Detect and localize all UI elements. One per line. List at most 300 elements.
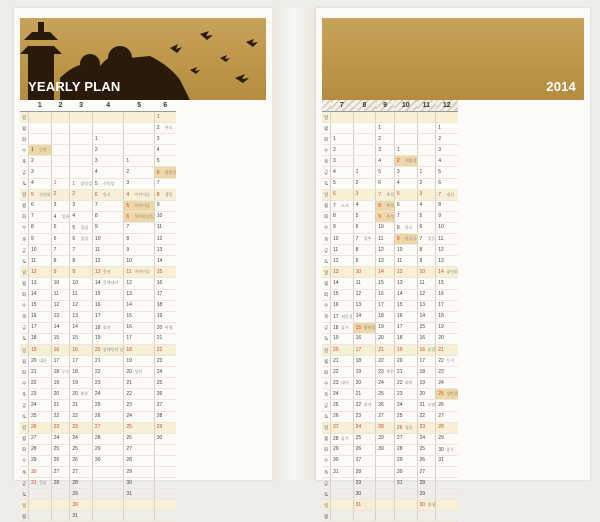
day-cell[interactable] xyxy=(92,267,123,278)
day-cell[interactable] xyxy=(29,167,52,178)
day-cell[interactable] xyxy=(353,222,376,233)
day-cell[interactable] xyxy=(417,256,436,267)
day-cell[interactable] xyxy=(70,222,93,233)
day-cell[interactable] xyxy=(29,344,52,355)
day-cell[interactable] xyxy=(70,145,93,156)
day-cell[interactable] xyxy=(436,322,458,333)
day-cell[interactable] xyxy=(376,222,395,233)
day-cell[interactable] xyxy=(394,411,417,422)
day-cell[interactable] xyxy=(376,178,395,189)
day-cell[interactable] xyxy=(353,333,376,344)
day-cell[interactable] xyxy=(70,167,93,178)
day-cell[interactable] xyxy=(436,367,458,378)
day-cell[interactable] xyxy=(436,134,458,145)
day-cell[interactable] xyxy=(376,422,395,433)
day-cell[interactable] xyxy=(70,422,93,433)
day-cell[interactable] xyxy=(376,433,395,444)
day-cell[interactable] xyxy=(353,433,376,444)
day-cell[interactable] xyxy=(436,145,458,156)
day-cell[interactable] xyxy=(154,422,176,433)
day-cell[interactable] xyxy=(29,200,52,211)
day-cell[interactable] xyxy=(70,245,93,256)
day-cell[interactable] xyxy=(376,156,395,167)
day-cell[interactable] xyxy=(376,344,395,355)
day-cell[interactable] xyxy=(436,433,458,444)
day-cell[interactable] xyxy=(124,489,154,500)
day-cell[interactable] xyxy=(331,311,354,322)
day-cell[interactable] xyxy=(51,511,70,522)
day-cell[interactable] xyxy=(331,333,354,344)
day-cell[interactable] xyxy=(70,189,93,200)
day-cell[interactable] xyxy=(376,245,395,256)
day-cell[interactable] xyxy=(376,400,395,411)
day-cell[interactable] xyxy=(331,500,354,511)
day-cell[interactable] xyxy=(331,267,354,278)
day-cell[interactable] xyxy=(353,156,376,167)
day-cell[interactable] xyxy=(417,234,436,245)
day-cell[interactable] xyxy=(154,234,176,245)
day-cell[interactable] xyxy=(29,278,52,289)
day-cell[interactable] xyxy=(70,478,93,489)
day-cell[interactable] xyxy=(92,511,123,522)
day-cell[interactable] xyxy=(417,278,436,289)
day-cell[interactable] xyxy=(124,123,154,134)
day-cell[interactable] xyxy=(92,234,123,245)
day-cell[interactable] xyxy=(124,356,154,367)
day-cell[interactable] xyxy=(417,367,436,378)
day-cell[interactable] xyxy=(92,455,123,466)
day-cell[interactable] xyxy=(29,145,52,156)
day-cell[interactable] xyxy=(92,145,123,156)
day-cell[interactable] xyxy=(154,400,176,411)
day-cell[interactable] xyxy=(92,422,123,433)
day-cell[interactable] xyxy=(92,467,123,478)
day-cell[interactable] xyxy=(436,411,458,422)
day-cell[interactable] xyxy=(394,422,417,433)
day-cell[interactable] xyxy=(29,367,52,378)
day-cell[interactable] xyxy=(51,112,70,123)
day-cell[interactable] xyxy=(394,378,417,389)
day-cell[interactable] xyxy=(394,389,417,400)
day-cell[interactable] xyxy=(51,400,70,411)
day-cell[interactable] xyxy=(331,300,354,311)
day-cell[interactable] xyxy=(154,222,176,233)
day-cell[interactable] xyxy=(29,356,52,367)
day-cell[interactable] xyxy=(394,267,417,278)
day-cell[interactable] xyxy=(154,389,176,400)
day-cell[interactable] xyxy=(154,356,176,367)
day-cell[interactable] xyxy=(394,433,417,444)
day-cell[interactable] xyxy=(92,311,123,322)
day-cell[interactable] xyxy=(92,189,123,200)
day-cell[interactable] xyxy=(29,267,52,278)
day-cell[interactable] xyxy=(417,411,436,422)
day-cell[interactable] xyxy=(29,134,52,145)
day-cell[interactable] xyxy=(331,167,354,178)
day-cell[interactable] xyxy=(417,311,436,322)
day-cell[interactable] xyxy=(417,189,436,200)
day-cell[interactable] xyxy=(29,112,52,123)
day-cell[interactable] xyxy=(154,511,176,522)
day-cell[interactable] xyxy=(331,389,354,400)
day-cell[interactable] xyxy=(331,322,354,333)
day-cell[interactable] xyxy=(394,322,417,333)
day-cell[interactable] xyxy=(124,189,154,200)
day-cell[interactable] xyxy=(376,356,395,367)
day-cell[interactable] xyxy=(436,422,458,433)
day-cell[interactable] xyxy=(436,289,458,300)
day-cell[interactable] xyxy=(436,500,458,511)
day-cell[interactable] xyxy=(417,134,436,145)
day-cell[interactable] xyxy=(394,123,417,134)
day-cell[interactable] xyxy=(51,134,70,145)
day-cell[interactable] xyxy=(154,444,176,455)
day-cell[interactable] xyxy=(394,134,417,145)
day-cell[interactable] xyxy=(124,211,154,222)
day-cell[interactable] xyxy=(353,467,376,478)
day-cell[interactable] xyxy=(92,367,123,378)
day-cell[interactable] xyxy=(353,123,376,134)
day-cell[interactable] xyxy=(394,467,417,478)
day-cell[interactable] xyxy=(394,400,417,411)
day-cell[interactable] xyxy=(436,333,458,344)
day-cell[interactable] xyxy=(124,234,154,245)
day-cell[interactable] xyxy=(92,333,123,344)
day-cell[interactable] xyxy=(353,400,376,411)
day-cell[interactable] xyxy=(417,300,436,311)
day-cell[interactable] xyxy=(154,156,176,167)
day-cell[interactable] xyxy=(29,156,52,167)
day-cell[interactable] xyxy=(417,433,436,444)
day-cell[interactable] xyxy=(51,489,70,500)
day-cell[interactable] xyxy=(331,189,354,200)
day-cell[interactable] xyxy=(436,467,458,478)
day-cell[interactable] xyxy=(92,167,123,178)
day-cell[interactable] xyxy=(92,123,123,134)
day-cell[interactable] xyxy=(124,411,154,422)
day-cell[interactable] xyxy=(394,344,417,355)
day-cell[interactable] xyxy=(70,367,93,378)
day-cell[interactable] xyxy=(51,378,70,389)
day-cell[interactable] xyxy=(51,123,70,134)
day-cell[interactable] xyxy=(29,189,52,200)
day-cell[interactable] xyxy=(417,200,436,211)
day-cell[interactable] xyxy=(70,123,93,134)
day-cell[interactable] xyxy=(70,134,93,145)
day-cell[interactable] xyxy=(353,411,376,422)
day-cell[interactable] xyxy=(331,134,354,145)
day-cell[interactable] xyxy=(124,400,154,411)
day-cell[interactable] xyxy=(70,112,93,123)
day-cell[interactable] xyxy=(70,178,93,189)
day-cell[interactable] xyxy=(436,156,458,167)
day-cell[interactable] xyxy=(154,278,176,289)
day-cell[interactable] xyxy=(154,478,176,489)
day-cell[interactable] xyxy=(70,333,93,344)
day-cell[interactable] xyxy=(124,112,154,123)
day-cell[interactable] xyxy=(70,400,93,411)
day-cell[interactable] xyxy=(154,322,176,333)
day-cell[interactable] xyxy=(70,344,93,355)
day-cell[interactable] xyxy=(353,167,376,178)
day-cell[interactable] xyxy=(92,178,123,189)
day-cell[interactable] xyxy=(353,178,376,189)
day-cell[interactable] xyxy=(376,134,395,145)
day-cell[interactable] xyxy=(394,333,417,344)
day-cell[interactable] xyxy=(92,411,123,422)
day-cell[interactable] xyxy=(51,200,70,211)
day-cell[interactable] xyxy=(154,433,176,444)
day-cell[interactable] xyxy=(376,455,395,466)
day-cell[interactable] xyxy=(353,444,376,455)
day-cell[interactable] xyxy=(417,333,436,344)
day-cell[interactable] xyxy=(376,200,395,211)
day-cell[interactable] xyxy=(436,489,458,500)
day-cell[interactable] xyxy=(331,211,354,222)
day-cell[interactable] xyxy=(124,256,154,267)
day-cell[interactable] xyxy=(70,500,93,511)
day-cell[interactable] xyxy=(29,378,52,389)
day-cell[interactable] xyxy=(70,234,93,245)
day-cell[interactable] xyxy=(417,267,436,278)
day-cell[interactable] xyxy=(331,234,354,245)
day-cell[interactable] xyxy=(417,500,436,511)
day-cell[interactable] xyxy=(70,322,93,333)
day-cell[interactable] xyxy=(92,478,123,489)
day-cell[interactable] xyxy=(353,189,376,200)
day-cell[interactable] xyxy=(331,455,354,466)
day-cell[interactable] xyxy=(29,222,52,233)
day-cell[interactable] xyxy=(92,211,123,222)
day-cell[interactable] xyxy=(331,178,354,189)
day-cell[interactable] xyxy=(353,134,376,145)
day-cell[interactable] xyxy=(353,378,376,389)
day-cell[interactable] xyxy=(51,267,70,278)
day-cell[interactable] xyxy=(92,433,123,444)
day-cell[interactable] xyxy=(124,511,154,522)
day-cell[interactable] xyxy=(436,267,458,278)
day-cell[interactable] xyxy=(92,200,123,211)
day-cell[interactable] xyxy=(331,467,354,478)
day-cell[interactable] xyxy=(124,278,154,289)
day-cell[interactable] xyxy=(436,200,458,211)
day-cell[interactable] xyxy=(394,256,417,267)
day-cell[interactable] xyxy=(124,478,154,489)
day-cell[interactable] xyxy=(124,467,154,478)
day-cell[interactable] xyxy=(70,356,93,367)
day-cell[interactable] xyxy=(436,511,458,522)
day-cell[interactable] xyxy=(331,245,354,256)
day-cell[interactable] xyxy=(154,311,176,322)
day-cell[interactable] xyxy=(331,378,354,389)
day-cell[interactable] xyxy=(331,367,354,378)
day-cell[interactable] xyxy=(29,444,52,455)
day-cell[interactable] xyxy=(331,400,354,411)
day-cell[interactable] xyxy=(436,189,458,200)
day-cell[interactable] xyxy=(417,378,436,389)
day-cell[interactable] xyxy=(51,300,70,311)
day-cell[interactable] xyxy=(29,123,52,134)
day-cell[interactable] xyxy=(51,367,70,378)
day-cell[interactable] xyxy=(51,156,70,167)
day-cell[interactable] xyxy=(376,267,395,278)
day-cell[interactable] xyxy=(394,156,417,167)
day-cell[interactable] xyxy=(376,167,395,178)
day-cell[interactable] xyxy=(376,289,395,300)
day-cell[interactable] xyxy=(353,356,376,367)
day-cell[interactable] xyxy=(124,300,154,311)
day-cell[interactable] xyxy=(417,289,436,300)
day-cell[interactable] xyxy=(376,444,395,455)
day-cell[interactable] xyxy=(51,311,70,322)
day-cell[interactable] xyxy=(331,511,354,522)
day-cell[interactable] xyxy=(92,500,123,511)
day-cell[interactable] xyxy=(353,234,376,245)
day-cell[interactable] xyxy=(353,489,376,500)
day-cell[interactable] xyxy=(436,245,458,256)
day-cell[interactable] xyxy=(331,344,354,355)
day-cell[interactable] xyxy=(92,256,123,267)
day-cell[interactable] xyxy=(51,189,70,200)
day-cell[interactable] xyxy=(331,112,354,123)
day-cell[interactable] xyxy=(154,333,176,344)
day-cell[interactable] xyxy=(29,467,52,478)
day-cell[interactable] xyxy=(70,489,93,500)
day-cell[interactable] xyxy=(417,245,436,256)
day-cell[interactable] xyxy=(51,256,70,267)
day-cell[interactable] xyxy=(154,289,176,300)
day-cell[interactable] xyxy=(154,378,176,389)
day-cell[interactable] xyxy=(417,356,436,367)
day-cell[interactable] xyxy=(154,411,176,422)
day-cell[interactable] xyxy=(51,389,70,400)
day-cell[interactable] xyxy=(29,178,52,189)
day-cell[interactable] xyxy=(51,278,70,289)
day-cell[interactable] xyxy=(92,222,123,233)
day-cell[interactable] xyxy=(394,311,417,322)
day-cell[interactable] xyxy=(70,156,93,167)
day-cell[interactable] xyxy=(436,378,458,389)
day-cell[interactable] xyxy=(154,256,176,267)
day-cell[interactable] xyxy=(376,467,395,478)
day-cell[interactable] xyxy=(92,356,123,367)
day-cell[interactable] xyxy=(331,356,354,367)
day-cell[interactable] xyxy=(376,211,395,222)
day-cell[interactable] xyxy=(154,123,176,134)
day-cell[interactable] xyxy=(92,245,123,256)
day-cell[interactable] xyxy=(436,455,458,466)
day-cell[interactable] xyxy=(331,444,354,455)
day-cell[interactable] xyxy=(436,167,458,178)
day-cell[interactable] xyxy=(29,300,52,311)
day-cell[interactable] xyxy=(394,500,417,511)
day-cell[interactable] xyxy=(376,256,395,267)
day-cell[interactable] xyxy=(124,333,154,344)
day-cell[interactable] xyxy=(92,112,123,123)
day-cell[interactable] xyxy=(417,156,436,167)
day-cell[interactable] xyxy=(124,311,154,322)
day-cell[interactable] xyxy=(51,167,70,178)
day-cell[interactable] xyxy=(154,178,176,189)
day-cell[interactable] xyxy=(331,156,354,167)
day-cell[interactable] xyxy=(70,300,93,311)
day-cell[interactable] xyxy=(417,123,436,134)
day-cell[interactable] xyxy=(154,500,176,511)
day-cell[interactable] xyxy=(394,178,417,189)
day-cell[interactable] xyxy=(376,378,395,389)
day-cell[interactable] xyxy=(353,200,376,211)
day-cell[interactable] xyxy=(124,145,154,156)
day-cell[interactable] xyxy=(51,333,70,344)
day-cell[interactable] xyxy=(92,322,123,333)
day-cell[interactable] xyxy=(124,455,154,466)
day-cell[interactable] xyxy=(70,267,93,278)
day-cell[interactable] xyxy=(29,234,52,245)
day-cell[interactable] xyxy=(70,444,93,455)
day-cell[interactable] xyxy=(436,112,458,123)
day-cell[interactable] xyxy=(394,300,417,311)
day-cell[interactable] xyxy=(376,112,395,123)
day-cell[interactable] xyxy=(331,278,354,289)
day-cell[interactable] xyxy=(124,367,154,378)
day-cell[interactable] xyxy=(353,112,376,123)
day-cell[interactable] xyxy=(70,433,93,444)
day-cell[interactable] xyxy=(51,478,70,489)
day-cell[interactable] xyxy=(51,289,70,300)
day-cell[interactable] xyxy=(154,367,176,378)
day-cell[interactable] xyxy=(331,433,354,444)
day-cell[interactable] xyxy=(376,145,395,156)
day-cell[interactable] xyxy=(417,322,436,333)
day-cell[interactable] xyxy=(124,200,154,211)
day-cell[interactable] xyxy=(394,356,417,367)
day-cell[interactable] xyxy=(394,511,417,522)
day-cell[interactable] xyxy=(154,489,176,500)
day-cell[interactable] xyxy=(353,422,376,433)
day-cell[interactable] xyxy=(29,422,52,433)
day-cell[interactable] xyxy=(353,278,376,289)
day-cell[interactable] xyxy=(394,200,417,211)
day-cell[interactable] xyxy=(154,211,176,222)
day-cell[interactable] xyxy=(436,389,458,400)
day-cell[interactable] xyxy=(70,311,93,322)
day-cell[interactable] xyxy=(353,389,376,400)
day-cell[interactable] xyxy=(124,222,154,233)
day-cell[interactable] xyxy=(376,234,395,245)
day-cell[interactable] xyxy=(51,411,70,422)
day-cell[interactable] xyxy=(417,389,436,400)
day-cell[interactable] xyxy=(376,511,395,522)
day-cell[interactable] xyxy=(417,222,436,233)
day-cell[interactable] xyxy=(29,245,52,256)
day-cell[interactable] xyxy=(436,123,458,134)
day-cell[interactable] xyxy=(124,422,154,433)
day-cell[interactable] xyxy=(353,311,376,322)
day-cell[interactable] xyxy=(331,123,354,134)
day-cell[interactable] xyxy=(29,322,52,333)
day-cell[interactable] xyxy=(436,178,458,189)
day-cell[interactable] xyxy=(394,112,417,123)
day-cell[interactable] xyxy=(29,500,52,511)
day-cell[interactable] xyxy=(154,245,176,256)
day-cell[interactable] xyxy=(353,256,376,267)
day-cell[interactable] xyxy=(376,500,395,511)
day-cell[interactable] xyxy=(51,245,70,256)
day-cell[interactable] xyxy=(70,511,93,522)
day-cell[interactable] xyxy=(124,156,154,167)
day-cell[interactable] xyxy=(92,134,123,145)
day-cell[interactable] xyxy=(436,478,458,489)
